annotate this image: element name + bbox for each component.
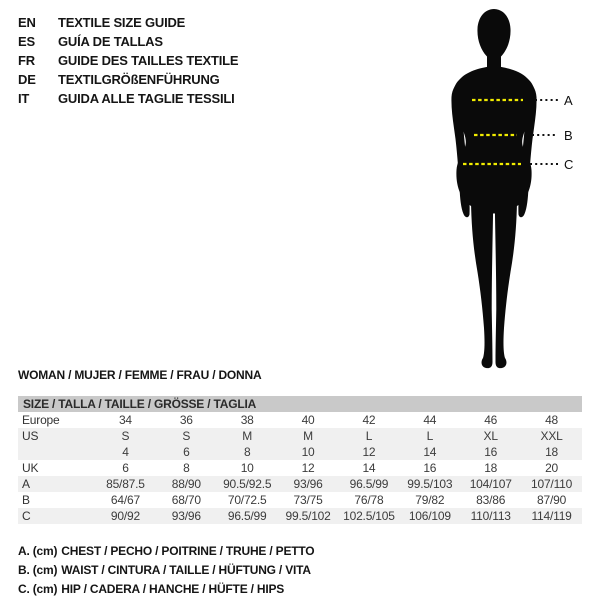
size-cell: M — [217, 428, 278, 444]
legend-key: B. (cm) — [18, 563, 58, 577]
size-cell: 64/67 — [110, 493, 140, 507]
table-row — [18, 428, 582, 444]
size-cell: 106/109 — [399, 508, 460, 524]
legend-key: C. (cm) — [18, 582, 58, 596]
language-list — [18, 13, 238, 108]
size-cell: 36 — [179, 413, 193, 427]
size-cell: 40 — [301, 413, 315, 427]
row-label: C — [18, 508, 95, 524]
language-guide-title: GUIDA ALLE TAGLIE TESSILI — [58, 91, 235, 106]
size-table-header-row — [18, 396, 582, 412]
size-cell: 99.5/102 — [278, 508, 339, 524]
language-row — [18, 32, 238, 51]
language-code: ES — [18, 34, 35, 49]
language-code: EN — [18, 15, 36, 30]
size-cell: 38 — [240, 413, 254, 427]
size-cell: 6 — [122, 461, 129, 475]
measure-label-c: C — [564, 157, 574, 172]
size-cell: 90/92 — [95, 508, 156, 524]
language-guide-title: GUÍA DE TALLAS — [58, 34, 163, 49]
size-cell: 93/96 — [278, 476, 339, 492]
size-cell: 10 — [278, 444, 339, 460]
size-cell: 114/119 — [521, 508, 582, 524]
row-label — [18, 444, 95, 460]
size-cell: 85/87.5 — [95, 476, 156, 492]
size-cell: 10 — [240, 461, 254, 475]
size-cell: 20 — [545, 461, 559, 475]
size-cell: 34 — [118, 413, 132, 427]
legend-row — [18, 580, 314, 599]
table-row — [18, 476, 582, 492]
size-cell: 8 — [217, 444, 278, 460]
size-cell: 88/90 — [156, 476, 217, 492]
legend-text: HIP / CADERA / HANCHE / HÜFTE / HIPS — [61, 582, 285, 596]
legend-row — [18, 542, 314, 561]
size-cell: 12 — [339, 444, 400, 460]
legend-text: CHEST / PECHO / POITRINE / TRUHE / PETTO — [61, 544, 315, 558]
language-guide-title: TEXTILGRÖßENFÜHRUNG — [58, 72, 220, 87]
size-cell: M — [278, 428, 339, 444]
size-cell: XXL — [521, 428, 582, 444]
size-cell: 42 — [362, 413, 376, 427]
measure-label-a: A — [564, 93, 573, 108]
size-table — [18, 396, 582, 524]
language-row — [18, 70, 238, 89]
size-table-header: SIZE / TALLA / TAILLE / GRÖSSE / TAGLIA — [18, 396, 582, 412]
size-cell: 96.5/99 — [339, 476, 400, 492]
size-cell: 104/107 — [460, 476, 521, 492]
size-cell: 6 — [156, 444, 217, 460]
size-cell: 76/78 — [354, 493, 384, 507]
language-guide-title: TEXTILE SIZE GUIDE — [58, 15, 186, 30]
size-cell: 102.5/105 — [339, 508, 400, 524]
size-cell: 87/90 — [537, 493, 567, 507]
size-cell: 110/113 — [460, 508, 521, 524]
row-label: A — [18, 476, 95, 492]
row-label: B — [22, 493, 30, 507]
table-row — [18, 444, 582, 460]
legend-row — [18, 561, 314, 580]
size-cell: S — [95, 428, 156, 444]
legend-key: A. (cm) — [18, 544, 58, 558]
size-cell: 96.5/99 — [217, 508, 278, 524]
silhouette-right-leg — [495, 202, 517, 368]
section-title: WOMAN / MUJER / FEMME / FRAU / DONNA — [18, 368, 262, 382]
woman-silhouette-figure — [440, 6, 590, 370]
silhouette-left-leg — [471, 202, 493, 368]
size-cell: 16 — [460, 444, 521, 460]
size-cell: 18 — [484, 461, 498, 475]
size-cell: 70/72.5 — [227, 493, 267, 507]
language-row — [18, 51, 238, 70]
size-cell: 99.5/103 — [399, 476, 460, 492]
size-cell: 93/96 — [156, 508, 217, 524]
size-cell: 79/82 — [415, 493, 445, 507]
size-cell: 44 — [423, 413, 437, 427]
row-label: Europe — [22, 413, 60, 427]
language-code: DE — [18, 72, 36, 87]
size-cell: 48 — [545, 413, 559, 427]
legend-text: WAIST / CINTURA / TAILLE / HÜFTUNG / VITA — [61, 563, 311, 577]
size-cell: 14 — [399, 444, 460, 460]
size-cell: 68/70 — [171, 493, 201, 507]
size-cell: L — [399, 428, 460, 444]
language-row — [18, 13, 238, 32]
size-cell: 107/110 — [521, 476, 582, 492]
size-cell: 16 — [423, 461, 437, 475]
size-cell: L — [339, 428, 400, 444]
woman-figure — [440, 6, 590, 370]
size-cell: 90.5/92.5 — [217, 476, 278, 492]
size-cell: 14 — [362, 461, 376, 475]
size-cell: 12 — [301, 461, 315, 475]
size-cell: 18 — [521, 444, 582, 460]
language-guide-title: GUIDE DES TAILLES TEXTILE — [58, 53, 239, 68]
size-cell: 73/75 — [293, 493, 323, 507]
table-row — [18, 508, 582, 524]
size-cell: 4 — [95, 444, 156, 460]
language-code: FR — [18, 53, 35, 68]
table-row — [18, 412, 582, 428]
size-cell: 46 — [484, 413, 498, 427]
size-cell: XL — [460, 428, 521, 444]
language-row — [18, 89, 238, 108]
row-label: UK — [22, 461, 39, 475]
measurement-legend — [18, 542, 314, 599]
row-label: US — [18, 428, 95, 444]
language-code: IT — [18, 91, 30, 106]
measure-label-b: B — [564, 128, 573, 143]
table-row — [18, 460, 582, 476]
size-cell: 8 — [183, 461, 190, 475]
size-cell: S — [156, 428, 217, 444]
size-cell: 83/86 — [476, 493, 506, 507]
table-row — [18, 492, 582, 508]
